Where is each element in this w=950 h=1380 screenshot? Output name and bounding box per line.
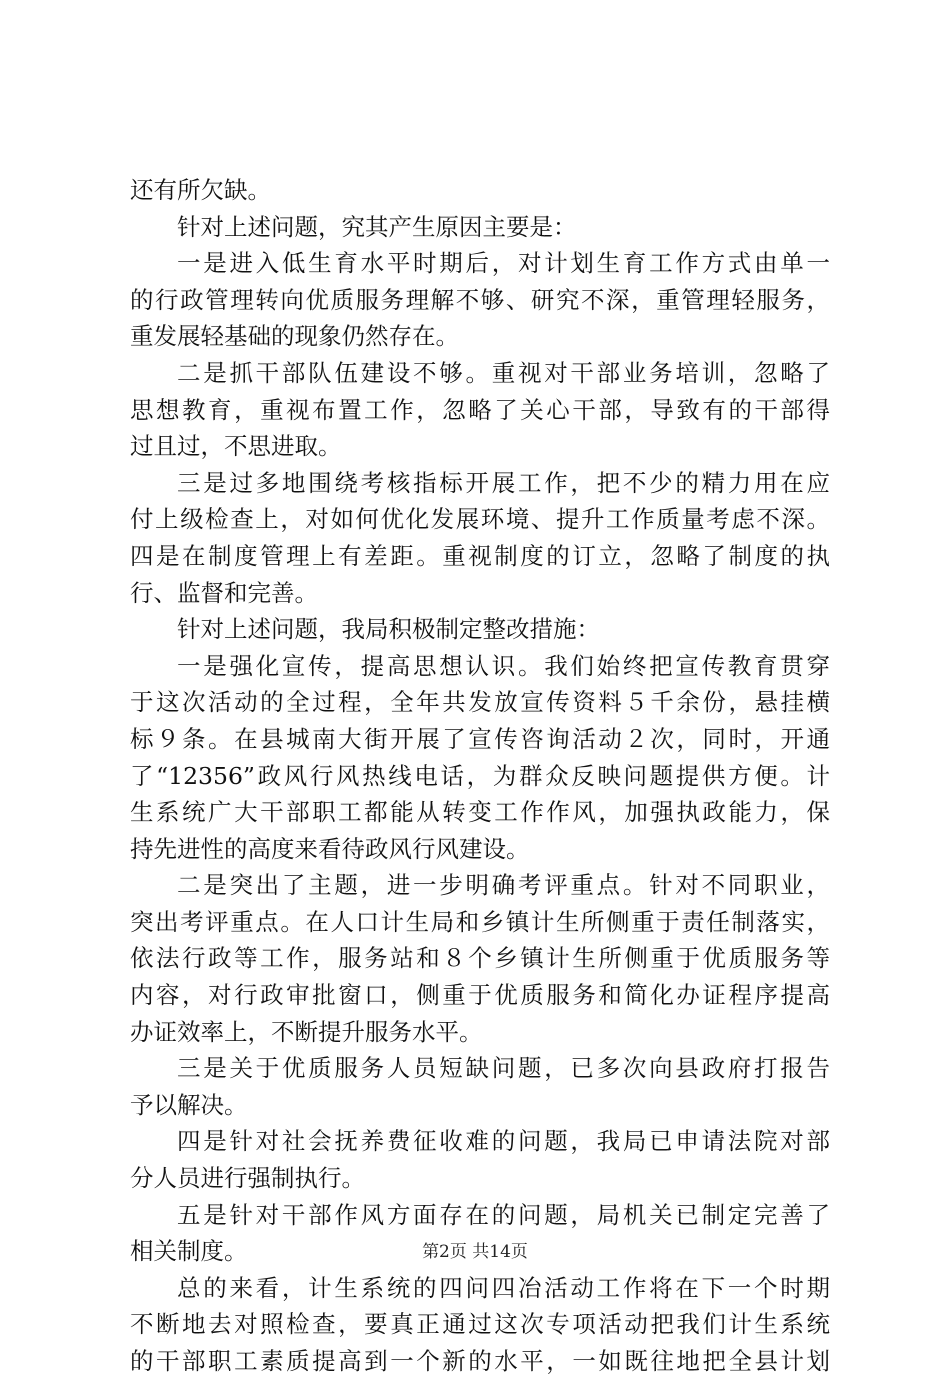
text-line: 针对上述问题，我局积极制定整改措施： <box>177 615 600 644</box>
text-line: 二是抓干部队伍建设不够。重视对干部业务培训，忽略了 <box>177 358 830 387</box>
text-line: 三是过多地围绕考核指标开展工作，把不少的精力用在应 <box>177 468 830 497</box>
document-body <box>130 172 830 1380</box>
text-line: 于这次活动的全过程，全年共发放宣传资料５千余份，悬挂横 <box>130 688 830 717</box>
text-line: 一是强化宣传，提高思想认识。我们始终把宣传教育贯穿 <box>177 651 830 680</box>
text-line: 分人员进行强制执行。 <box>130 1164 365 1193</box>
text-line: 内容，对行政审批窗口，侧重于优质服务和简化办证程序提高 <box>130 981 830 1010</box>
text-line: 行、监督和完善。 <box>130 578 318 607</box>
text-line: 四是在制度管理上有差距。重视制度的订立，忽略了制度的执 <box>130 541 830 570</box>
text-line: 生系统广大干部职工都能从转变工作作风，加强执政能力，保 <box>130 798 830 827</box>
text-line: 的干部职工素质提高到一个新的水平，一如既往地把全县计划 <box>130 1347 830 1375</box>
text-line: 的行政管理转向优质服务理解不够、研究不深，重管理轻服务， <box>130 285 830 314</box>
text-line: 思想教育，重视布置工作，忽略了关心干部，导致有的干部得 <box>130 395 830 424</box>
text-line: 付上级检查上，对如何优化发展环境、提升工作质量考虑不深。 <box>130 505 830 534</box>
text-line: 一是进入低生育水平时期后，对计划生育工作方式由单一 <box>177 249 830 278</box>
text-line: 依法行政等工作，服务站和８个乡镇计生所侧重于优质服务等 <box>130 944 830 973</box>
text-line: 三是关于优质服务人员短缺问题，已多次向县政府打报告 <box>177 1054 830 1083</box>
text-line: 重发展轻基础的现象仍然存在。 <box>130 322 459 351</box>
text-line: 持先进性的高度来看待政风行风建设。 <box>130 834 530 863</box>
text-line: 了“12356”政风行风热线电话，为群众反映问题提供方便。计 <box>130 761 830 790</box>
text-line: 四是针对社会抚养费征收难的问题，我局已申请法院对部 <box>177 1127 830 1156</box>
text-line: 还有所欠缺。 <box>130 176 271 204</box>
text-line: 二是突出了主题，进一步明确考评重点。针对不同职业， <box>177 871 830 900</box>
text-line: 不断地去对照检查，要真正通过这次专项活动把我们计生系统 <box>130 1310 830 1339</box>
text-line: 标９条。在县城南大街开展了宣传咨询活动２次，同时，开通 <box>130 724 830 753</box>
page-footer: 第2页 共14页 <box>422 1242 528 1262</box>
text-line: 办证效率上，不断提升服务水平。 <box>130 1017 483 1046</box>
text-line: 针对上述问题，究其产生原因主要是： <box>177 212 577 241</box>
text-line: 突出考评重点。在人口计生局和乡镇计生所侧重于责任制落实， <box>130 907 830 936</box>
text-line: 予以解决。 <box>130 1090 248 1119</box>
text-line: 五是针对干部作风方面存在的问题，局机关已制定完善了 <box>177 1200 830 1229</box>
text-line: 相关制度。 <box>130 1237 248 1266</box>
text-line: 总的来看，计生系统的四问四冶活动工作将在下一个时期 <box>177 1273 830 1302</box>
text-line: 过且过，不思进取。 <box>130 432 342 461</box>
